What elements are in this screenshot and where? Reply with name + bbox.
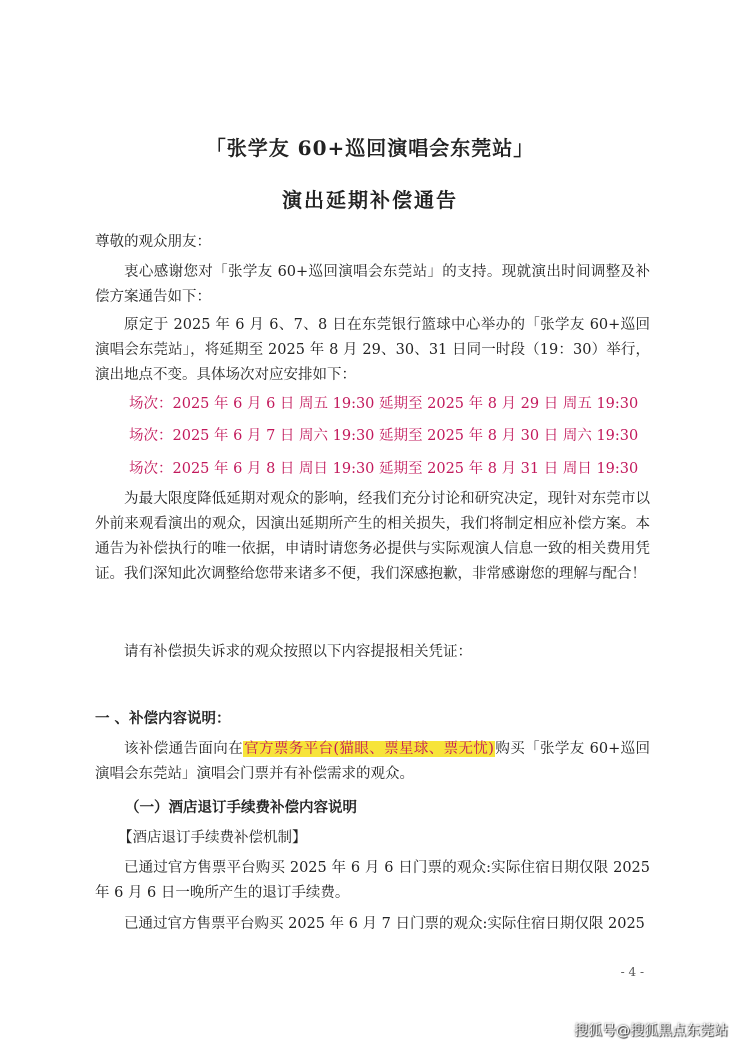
highlighted-platforms: 官方票务平台(猫眼、票星球、票无忧): [244, 741, 494, 757]
bracket-heading: 【酒店退订手续费补偿机制】: [118, 830, 307, 846]
watermark: 搜狐号@搜狐黑点东莞站: [574, 1023, 728, 1039]
salutation: 尊敬的观众朋友：: [95, 234, 211, 250]
schedule-paragraph: 原定于 2025 年 6 月 6、7、8 日在东莞银行篮球中心举办的「张学友 60+巡回演唱会东莞站」，将延期至 2025 年 8 月 29、30、31 日同一时段（19：30）举行，演出地点不变。具体场次对应安排如下：: [95, 317, 650, 383]
subsection-heading: （一）酒店退订手续费补偿内容说明: [125, 799, 357, 816]
compensation-paragraph: 为最大限度降低延期对观众的影响，经我们充分讨论和研究决定，现针对东莞市以外前来观看演出的观众，因演出延期所产生的相关损失，我们将制定相应补偿方案。本通告为补偿执行的唯一依据，申请时请您务必提供与实际观演人信息一致的相关费用凭证。我们深知此次调整给您带来诸多不便，我们深感抱歉，非常感谢您的理解与配合！: [95, 491, 650, 582]
page-number: - 4 -: [620, 965, 644, 979]
document-title: 「张学友 60+巡回演唱会东莞站」: [205, 136, 535, 160]
session-line: 场次：2025 年 6 月 8 日 周日 19:30 延期至 2025 年 8 月 31 日 周日 19:30: [129, 461, 639, 477]
scope-text-end: 购买「张学友 60+巡回演唱会东莞站」演唱会门票并有补偿需求的观众。: [95, 741, 650, 782]
intro-paragraph: 衷心感谢您对「张学友 60+巡回演唱会东莞站」的支持。现就演出时间调整及补偿方案通告如下：: [95, 264, 650, 305]
document-subtitle: 演出延期补偿通告: [282, 188, 458, 212]
instruction-paragraph: 请有补偿损失诉求的观众按照以下内容提报相关凭证：: [124, 644, 472, 660]
session-line: 场次：2025 年 6 月 7 日 周六 19:30 延期至 2025 年 8 月 30 日 周六 19:30: [129, 428, 639, 444]
hotel-paragraph-1: 已通过官方售票平台购买 2025 年 6 月 6 日门票的观众:实际住宿日期仅限 2025 年 6 月 6 日一晚所产生的退订手续费。: [95, 860, 650, 901]
section-heading: 一 、补偿内容说明：: [95, 710, 231, 727]
scope-text-start: 该补偿通告面向在: [124, 741, 244, 757]
scope-paragraph: [95, 737, 650, 787]
hotel-paragraph-2: 已通过官方售票平台购买 2025 年 6 月 7 日门票的观众:实际住宿日期仅限 2025: [124, 916, 645, 932]
session-line: 场次：2025 年 6 月 6 日 周五 19:30 延期至 2025 年 8 月 29 日 周五 19:30: [129, 396, 639, 412]
